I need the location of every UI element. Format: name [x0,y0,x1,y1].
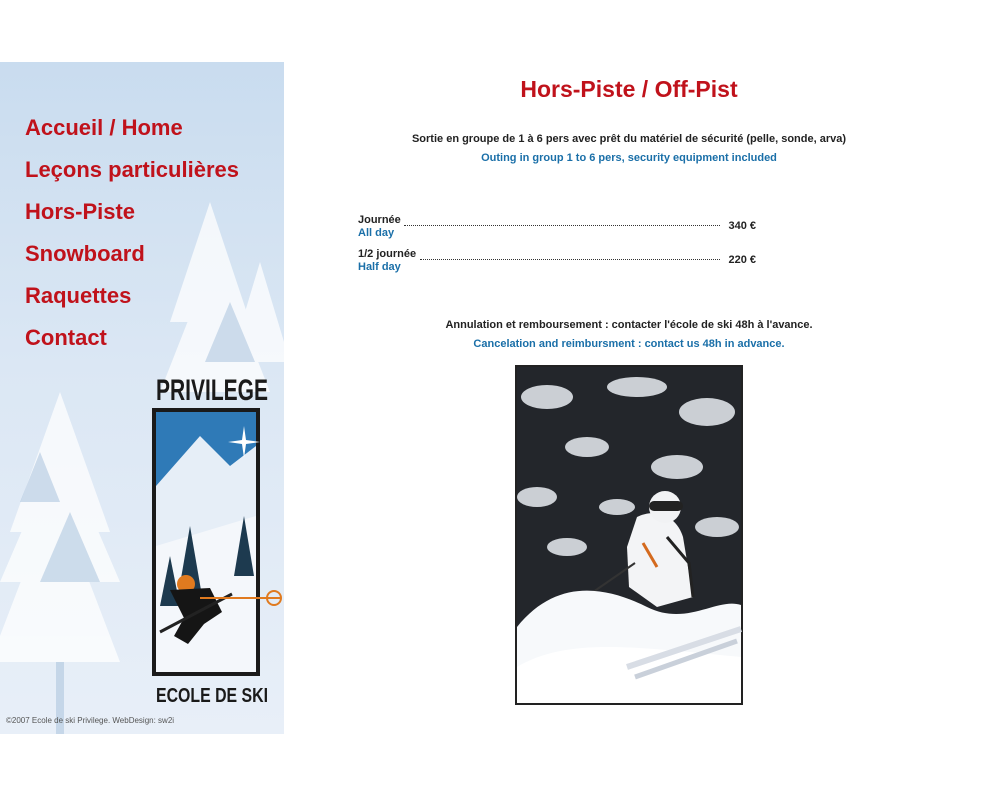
nav-item-off-piste [25,198,239,240]
price-value: 340 € [728,220,756,232]
nav-link-private-lessons[interactable]: Leçons particulières [25,157,239,182]
nav-link-snowshoes[interactable]: Raquettes [25,283,132,308]
nav-item-home [25,114,239,156]
nav-link-off-piste[interactable]: Hors-Piste [25,199,136,224]
price-value: 220 € [728,254,756,266]
skier-powder-image [517,367,741,703]
price-label-french: Journée [358,214,401,226]
nav-item-snowshoes [25,282,239,324]
description-french: Sortie en groupe de 1 à 6 pers avec prêt du matériel de sécurité (pelle, sonde, arva) [411,133,847,145]
nav-link-contact[interactable]: Contact [25,325,107,350]
nav-link-snowboard[interactable]: Snowboard [25,241,145,266]
nav-item-snowboard [25,240,239,282]
price-label-english: Half day [358,261,401,273]
page-title: Hors-Piste / Off-Pist [520,76,738,102]
price-label-english: All day [358,227,395,239]
dotted-leader [404,225,720,226]
cancellation-english: Cancelation and reimbursment : contact us 48h in advance. [473,338,785,350]
logo-top-text: PRIVILEGE [156,374,268,407]
nav-link-home[interactable]: Accueil / Home [25,115,183,140]
sidebar [0,62,284,734]
cancellation-french: Annulation et remboursement : contacter l'école de ski 48h à l'avance. [445,319,813,331]
main-navigation [25,114,239,366]
off-piste-skier-photo [515,365,743,705]
price-row-half-day [358,248,756,278]
description-english: Outing in group 1 to 6 pers, security equipment included [481,152,777,164]
privilege-ski-school-logo [140,366,284,714]
logo-bottom-text: ECOLE DE SKI [156,685,268,707]
main-content [284,62,1004,742]
nav-item-contact [25,324,239,366]
price-label-french: 1/2 journée [358,248,417,260]
price-row-full-day [358,214,756,244]
dotted-leader [420,259,720,260]
footer-copyright: ©2007 Ecole de ski Privilege. WebDesign: sw2i [6,716,175,725]
nav-item-private-lessons [25,156,239,198]
